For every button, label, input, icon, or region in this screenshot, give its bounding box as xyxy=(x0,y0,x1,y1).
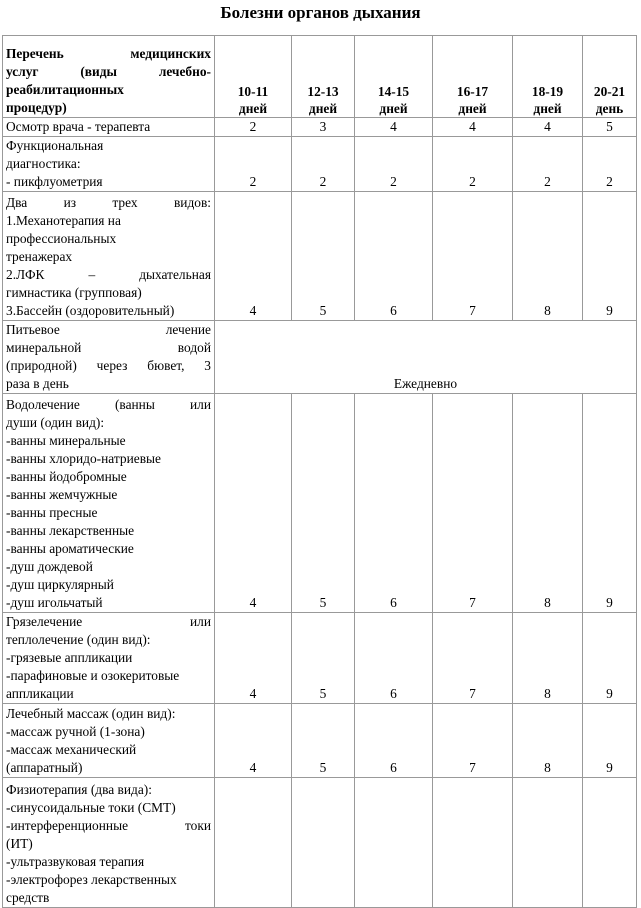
service-text-line: -ванны ароматические xyxy=(6,541,134,556)
duration-unit: день xyxy=(595,101,624,116)
table-row xyxy=(3,118,637,137)
service-text-line: Осмотр врача - терапевта xyxy=(6,119,151,134)
procedure-count-cell: 4 xyxy=(433,118,513,137)
procedure-count-cell: 4 xyxy=(215,394,292,613)
service-text-line: -душ игольчатый xyxy=(6,595,103,610)
service-text-line: Лечебный массаж (один вид): xyxy=(6,706,176,721)
duration-column-header xyxy=(215,36,292,118)
duration-column-header xyxy=(583,36,637,118)
service-text-line: (ИТ) xyxy=(6,836,33,851)
procedure-count-cell xyxy=(215,778,292,908)
duration-range: 16-17 xyxy=(456,84,489,99)
duration-unit: дней xyxy=(308,101,338,116)
procedure-count-cell: 7 xyxy=(433,394,513,613)
service-name-cell xyxy=(3,192,215,321)
service-text-line: -душ дождевой xyxy=(6,559,93,574)
service-name-cell xyxy=(3,118,215,137)
procedure-count-cell: 5 xyxy=(292,394,355,613)
service-text-line: -душ циркулярный xyxy=(6,577,114,592)
duration-range: 10-11 xyxy=(237,84,269,99)
service-text-line: профессиональных xyxy=(6,231,117,246)
service-text-line: 1.Механотерапия на xyxy=(6,213,121,228)
table-row xyxy=(3,137,637,192)
duration-unit: дней xyxy=(379,101,408,116)
service-text-line: - пикфлуометрия xyxy=(6,174,103,189)
service-text-line: -массаж ручной (1-зона) xyxy=(6,724,145,739)
procedure-count-cell: 6 xyxy=(355,394,433,613)
procedure-count-cell xyxy=(583,778,637,908)
table-row xyxy=(3,704,637,778)
service-text-line: Физиотерапия (два вида): xyxy=(6,782,152,797)
duration-column-header xyxy=(292,36,355,118)
procedure-count-cell: 8 xyxy=(513,394,583,613)
procedure-count-cell: 8 xyxy=(513,704,583,778)
service-name-cell xyxy=(3,137,215,192)
procedure-count-cell: 9 xyxy=(583,192,637,321)
procedure-count-cell: 7 xyxy=(433,192,513,321)
table-row xyxy=(3,394,637,613)
procedure-count-cell: 2 xyxy=(433,137,513,192)
service-text-line: -парафиновые и озокеритовые xyxy=(6,668,180,683)
duration-unit: дней xyxy=(238,101,268,116)
service-text-line: Водолечение (ванны или xyxy=(6,397,211,412)
service-text-line: (аппаратный) xyxy=(6,760,83,775)
service-text-line: -грязевые аппликации xyxy=(6,650,133,665)
service-text-line: диагностика: xyxy=(6,156,81,171)
service-text-line: -электрофорез лекарственных xyxy=(6,872,177,887)
service-text-line: -ванны пресные xyxy=(6,505,98,520)
duration-column-header xyxy=(513,36,583,118)
procedure-count-cell: 2 xyxy=(513,137,583,192)
procedure-count-cell: 9 xyxy=(583,613,637,704)
services-table xyxy=(2,35,637,908)
procedure-count-cell: 5 xyxy=(292,192,355,321)
service-text-line: -ванны жемчужные xyxy=(6,487,118,502)
service-text-line: -ванны лекарственные xyxy=(6,523,135,538)
service-text-line: -ванны хлоридо-натриевые xyxy=(6,451,161,466)
service-name-cell xyxy=(3,704,215,778)
procedure-count-cell xyxy=(513,778,583,908)
procedure-count-cell: 6 xyxy=(355,192,433,321)
procedure-count-cell: 2 xyxy=(215,118,292,137)
duration-column-header xyxy=(355,36,433,118)
procedure-count-cell: 9 xyxy=(583,394,637,613)
service-text-line: реабилитационных xyxy=(6,82,124,97)
duration-range: 14-15 xyxy=(377,84,410,99)
procedure-count-cell: 8 xyxy=(513,192,583,321)
service-text-line: аппликации xyxy=(6,686,74,701)
service-text-line: Два из трех видов: xyxy=(6,195,211,210)
service-text-line: Питьевое лечение xyxy=(6,322,211,337)
table-row xyxy=(3,778,637,908)
service-text-line: -ванны йодобромные xyxy=(6,469,127,484)
procedure-count-cell: 7 xyxy=(433,704,513,778)
duration-unit: дней xyxy=(533,101,562,116)
procedure-count-cell: 4 xyxy=(215,192,292,321)
service-text-line: 2.ЛФК – дыхательная xyxy=(6,267,211,282)
procedure-count-cell: 2 xyxy=(215,137,292,192)
table-row xyxy=(3,613,637,704)
daily-merged-cell: Ежедневно xyxy=(215,321,637,394)
service-text-line: услуг (виды лечебно- xyxy=(6,64,211,79)
service-name-cell xyxy=(3,613,215,704)
procedure-count-cell: 5 xyxy=(583,118,637,137)
procedure-count-cell: 8 xyxy=(513,613,583,704)
duration-range: 12-13 xyxy=(307,84,339,99)
procedure-count-cell: 6 xyxy=(355,704,433,778)
service-text-line: средств xyxy=(6,890,50,905)
procedure-count-cell: 4 xyxy=(215,613,292,704)
service-text-line: -интерференционные токи xyxy=(6,818,211,833)
duration-column-header xyxy=(433,36,513,118)
page-title: Болезни органов дыхания xyxy=(220,3,421,22)
service-name-cell xyxy=(3,778,215,908)
service-text-line: гимнастика (групповая) xyxy=(6,285,142,300)
procedure-count-cell: 2 xyxy=(292,137,355,192)
service-column-header xyxy=(3,36,215,118)
table-row xyxy=(3,321,637,394)
table-row xyxy=(3,192,637,321)
service-text-line: теплолечение (один вид): xyxy=(6,632,151,647)
procedure-count-cell xyxy=(292,778,355,908)
procedure-count-cell: 9 xyxy=(583,704,637,778)
procedure-count-cell: 5 xyxy=(292,613,355,704)
duration-range: 20-21 xyxy=(593,84,626,99)
service-text-line: Грязелечение или xyxy=(6,614,211,629)
service-text-line: 3.Бассейн (оздоровительный) xyxy=(6,303,175,318)
procedure-count-cell: 4 xyxy=(215,704,292,778)
procedure-count-cell: 2 xyxy=(355,137,433,192)
service-text-line: раза в день xyxy=(6,376,69,391)
procedure-count-cell: 2 xyxy=(583,137,637,192)
table-header-row xyxy=(3,36,637,118)
procedure-count-cell: 3 xyxy=(292,118,355,137)
service-text-line: Перечень медицинских xyxy=(6,46,211,61)
duration-unit: дней xyxy=(458,101,487,116)
procedure-count-cell: 7 xyxy=(433,613,513,704)
service-text-line: Функциональная xyxy=(6,138,104,153)
service-text-line: (природной) через бювет, 3 xyxy=(6,358,211,373)
service-text-line: -ванны минеральные xyxy=(6,433,126,448)
duration-range: 18-19 xyxy=(531,84,564,99)
service-text-line: души (один вид): xyxy=(6,415,105,430)
service-text-line: тренажерах xyxy=(6,249,73,264)
service-name-cell xyxy=(3,394,215,613)
procedure-count-cell: 6 xyxy=(355,613,433,704)
service-text-line: -массаж механический xyxy=(6,742,137,757)
service-name-cell xyxy=(3,321,215,394)
service-text-line: -синусоидальные токи (СМТ) xyxy=(6,800,176,815)
procedure-count-cell: 4 xyxy=(355,118,433,137)
procedure-count-cell: 4 xyxy=(513,118,583,137)
procedure-count-cell xyxy=(433,778,513,908)
service-text-line: процедур) xyxy=(6,100,67,115)
service-text-line: -ультразвуковая терапия xyxy=(6,854,145,869)
procedure-count-cell: 5 xyxy=(292,704,355,778)
procedure-count-cell xyxy=(355,778,433,908)
service-text-line: минеральной водой xyxy=(6,340,211,355)
